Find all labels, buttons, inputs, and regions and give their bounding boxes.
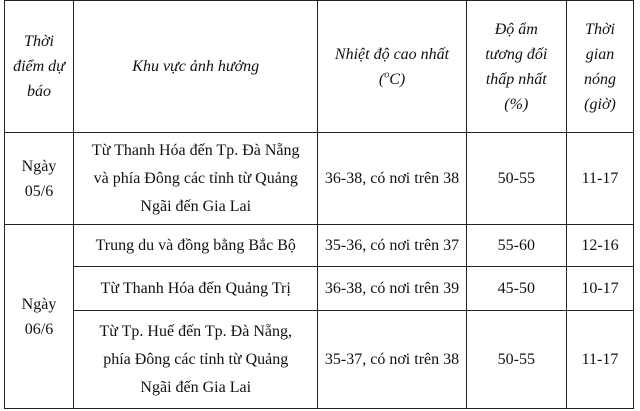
header-duration: Thời gian nóng (giờ) [567, 1, 634, 133]
heat-forecast-table [4, 0, 634, 409]
temp-cell: 36-38, có nơi trên 38 [318, 133, 466, 225]
region-cell: Từ Thanh Hóa đến Quảng Trị [73, 267, 317, 311]
region-cell: Từ Thanh Hóa đến Tp. Đà Nẵng và phía Đông các tỉnh từ Quảng Ngãi đến Gia Lai [73, 133, 317, 225]
humidity-cell: 50-55 [466, 311, 566, 409]
duration-cell: 12-16 [567, 225, 634, 267]
day-cell: Ngày 06/6 [5, 225, 74, 409]
temp-cell: 35-36, có nơi trên 37 [318, 225, 466, 267]
table-row [5, 267, 634, 311]
header-max-temp: Nhiệt độ cao nhất ($^o$C) [318, 1, 466, 133]
humidity-cell: 50-55 [466, 133, 566, 225]
header-region: Khu vực ảnh hưởng [73, 1, 317, 133]
header-time: Thời điểm dự báo [5, 1, 74, 133]
table-row [5, 311, 634, 409]
humidity-cell: 55-60 [466, 225, 566, 267]
region-cell: Từ Tp. Huế đến Tp. Đà Nẵng, phía Đông các tỉnh từ Quảng Ngãi đến Gia Lai [73, 311, 317, 409]
humidity-cell: 45-50 [466, 267, 566, 311]
temp-cell: 36-38, có nơi trên 39 [318, 267, 466, 311]
duration-cell: 11-17 [567, 311, 634, 409]
table-row [5, 133, 634, 225]
header-row [5, 1, 634, 133]
duration-cell: 11-17 [567, 133, 634, 225]
header-humidity: Độ ẩm tương đối thấp nhất (%) [466, 1, 566, 133]
table-row [5, 225, 634, 267]
temp-cell: 35-37, có nơi trên 38 [318, 311, 466, 409]
day-cell: Ngày 05/6 [5, 133, 74, 225]
duration-cell: 10-17 [567, 267, 634, 311]
region-cell: Trung du và đồng bằng Bắc Bộ [73, 225, 317, 267]
